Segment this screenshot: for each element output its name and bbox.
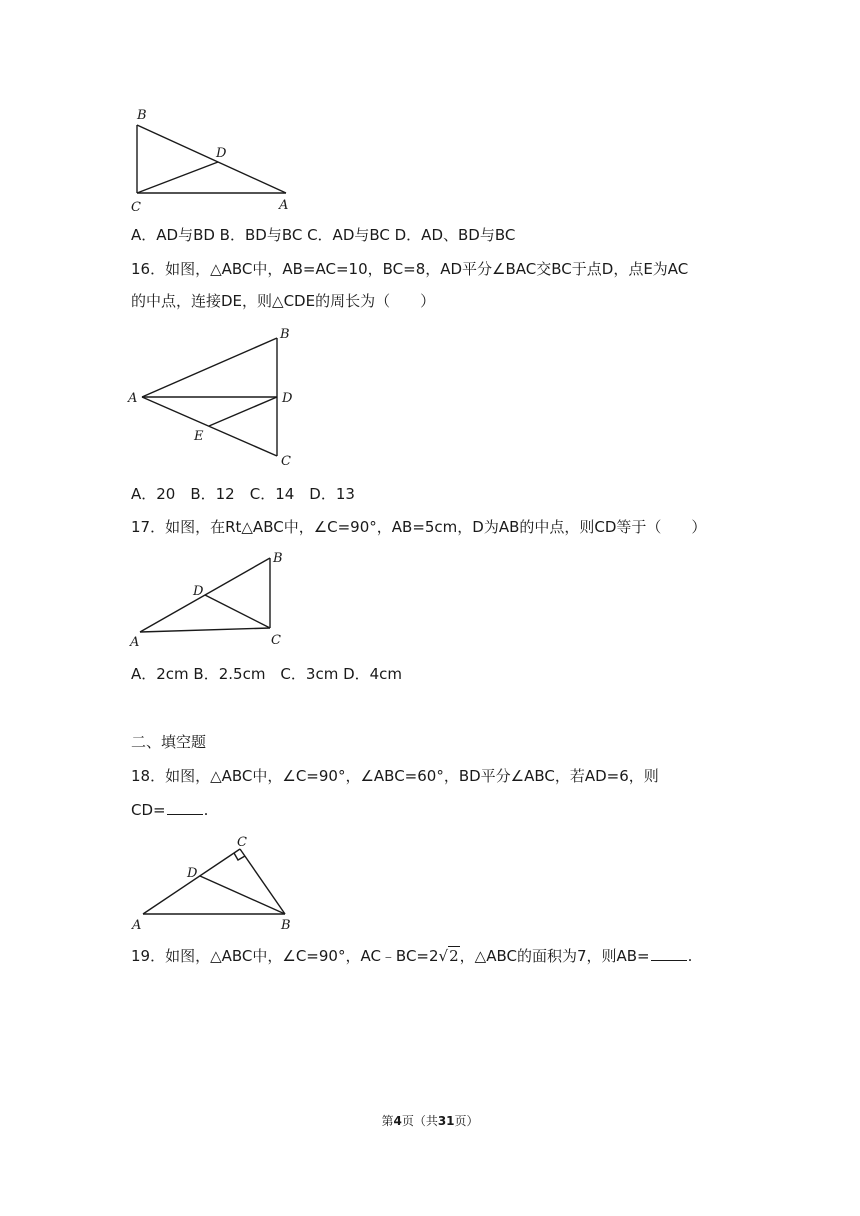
q15-label-a: A	[279, 198, 289, 213]
q17-triangle-figure	[128, 548, 298, 650]
q16-stem-line2: 的中点，连接DE，则△CDE的周长为（ ）	[131, 292, 436, 310]
q16-label-c: C	[281, 454, 291, 469]
q16-options: A．20 B．12 C．14 D．13	[131, 485, 355, 503]
q18-label-b: B	[281, 918, 291, 933]
footer-total-pages: 31	[437, 1114, 455, 1128]
q16-stem-line1: 16．如图，△ABC中，AB=AC=10，BC=8，AD平分∠BAC交BC于点D，点E为AC	[131, 260, 689, 278]
q19-radicand: 2	[449, 947, 459, 965]
q17-label-a: A	[130, 635, 140, 650]
q15-label-c: C	[131, 200, 141, 215]
q15-options: A．AD与BD B．BD与BC C．AD与BC D．AD、BD与BC	[131, 226, 516, 244]
q16-label-e: E	[194, 429, 204, 444]
q19-stem-end: .	[687, 947, 693, 965]
q19-stem-prefix: 19．如图，△ABC中，∠C=90°，AC﹣BC=2	[131, 947, 439, 965]
q18-label-d: D	[187, 866, 198, 881]
footer-page-number: 4	[393, 1114, 402, 1128]
q17-stem: 17．如图，在Rt△ABC中，∠C=90°，AB=5cm，D为AB的中点，则CD等于（ ）	[131, 518, 707, 536]
q16-label-d: D	[282, 391, 293, 406]
q18-label-c: C	[237, 835, 247, 850]
footer-post: 页）	[454, 1114, 479, 1128]
q15-label-b: B	[137, 108, 147, 123]
q15-label-d: D	[216, 146, 227, 161]
q16-label-a: A	[128, 391, 138, 406]
q19-answer-blank	[651, 946, 687, 961]
q16-label-b: B	[280, 327, 290, 342]
q18-stem-prefix: CD=	[131, 801, 166, 819]
q15-triangle-figure	[128, 105, 298, 217]
q18-answer-blank	[167, 800, 203, 815]
q18-label-a: A	[132, 918, 142, 933]
q17-label-b: B	[273, 551, 283, 566]
q19-stem	[131, 946, 692, 966]
footer-pre: 第	[381, 1114, 394, 1128]
q17-options: A．2cm B．2.5cm C．3cm D．4cm	[131, 665, 403, 683]
q19-stem-suffix: ，△ABC的面积为7，则AB=	[459, 947, 650, 965]
page-footer	[0, 1112, 860, 1129]
q18-stem-suffix: .	[203, 801, 209, 819]
footer-mid: 页（共	[401, 1114, 438, 1128]
q19-sqrt: √2	[438, 947, 459, 965]
q18-triangle-figure	[130, 832, 295, 932]
q18-stem-line1: 18．如图，△ABC中，∠C=90°，∠ABC=60°，BD平分∠ABC，若AD=6，则	[131, 767, 659, 785]
q17-label-c: C	[271, 633, 281, 648]
q18-stem-line2	[131, 800, 208, 820]
q16-triangle-figure	[125, 325, 305, 470]
section-title: 二、填空题	[131, 733, 207, 751]
q17-label-d: D	[193, 584, 204, 599]
